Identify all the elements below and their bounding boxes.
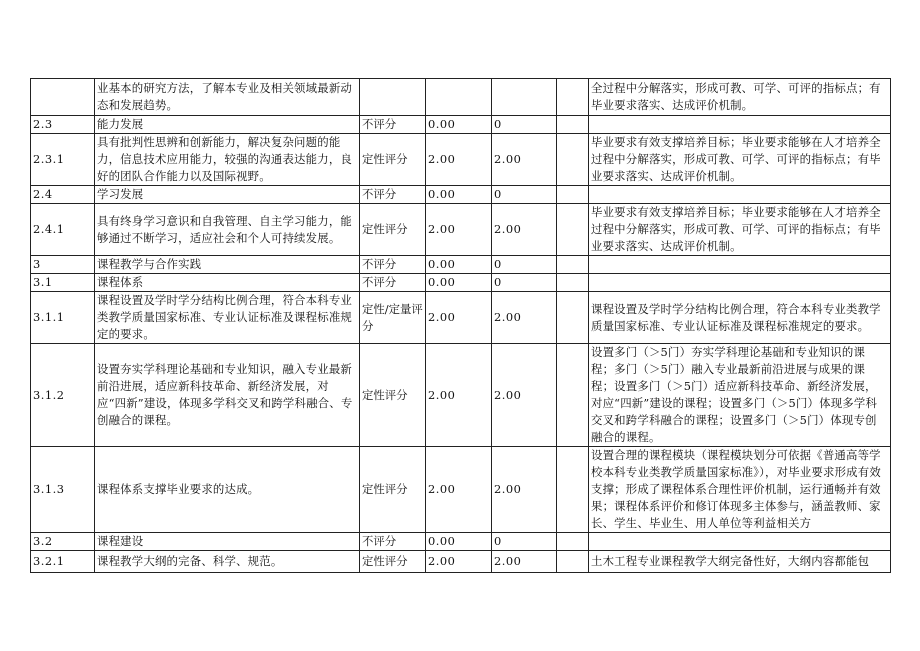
score-cell: 0	[492, 116, 557, 134]
indicator-content-cell: 课程教学与合作实践	[95, 256, 360, 274]
indicator-content-cell: 学习发展	[95, 186, 360, 204]
evidence-cell: 设置合理的课程模块（课程模块划分可依据《普通高等学校本科专业类教学质量国家标准》），对毕业要求形成有效支撑；形成了课程体系合理性评价机制，运行通畅并有效果；课程体系评价和修订体现多主体参与，涵盖教师、家长、学生、毕业生、用人单位等利益相关方	[589, 447, 891, 533]
indicator-code-cell: 3.1.2	[31, 344, 95, 447]
remark-cell	[557, 186, 589, 204]
remark-cell	[557, 447, 589, 533]
evidence-cell: 毕业要求有效支撑培养目标；毕业要求能够在人才培养全过程中分解落实，形成可教、可学、可评的指标点；有毕业要求落实、达成评价机制。	[589, 204, 891, 256]
evidence-cell	[589, 533, 891, 551]
scoring-method-cell	[360, 79, 426, 116]
remark-cell	[557, 533, 589, 551]
scoring-method-cell: 定性评分	[360, 134, 426, 186]
indicator-code-cell: 3.1.1	[31, 292, 95, 344]
weight-cell: 2.00	[426, 292, 492, 344]
weight-cell: 2.00	[426, 134, 492, 186]
indicator-code-cell: 2.4.1	[31, 204, 95, 256]
indicator-code-cell: 3.1.3	[31, 447, 95, 533]
scoring-method-cell: 不评分	[360, 274, 426, 292]
indicator-code-cell: 3.2	[31, 533, 95, 551]
weight-cell: 0.00	[426, 186, 492, 204]
indicator-content-cell: 设置夯实学科理论基础和专业知识，融入专业最新前沿进展，适应新科技革命、新经济发展，对应“四新”建设，体现多学科交叉和跨学科融合、专创融合的课程。	[95, 344, 360, 447]
table-row	[31, 204, 891, 256]
indicator-content-cell: 能力发展	[95, 116, 360, 134]
weight-cell: 0.00	[426, 256, 492, 274]
remark-cell	[557, 274, 589, 292]
score-cell: 0	[492, 533, 557, 551]
scoring-method-cell: 定性评分	[360, 344, 426, 447]
indicator-content-cell: 具有批判性思辨和创新能力，解决复杂问题的能力，信息技术应用能力，较强的沟通表达能力，良好的团队合作能力以及国际视野。	[95, 134, 360, 186]
indicator-content-cell: 业基本的研究方法，了解本专业及相关领域最新动态和发展趋势。	[95, 79, 360, 116]
remark-cell	[557, 344, 589, 447]
evidence-cell	[589, 116, 891, 134]
indicator-code-cell: 2.3	[31, 116, 95, 134]
table-body	[31, 79, 891, 573]
evidence-cell	[589, 256, 891, 274]
indicator-content-cell: 课程教学大纲的完备、科学、规范。	[95, 551, 360, 573]
scoring-method-cell: 定性评分	[360, 204, 426, 256]
weight-cell: 0.00	[426, 274, 492, 292]
score-cell: 2.00	[492, 344, 557, 447]
indicator-content-cell: 课程体系	[95, 274, 360, 292]
indicator-content-cell: 具有终身学习意识和自我管理、自主学习能力，能够通过不断学习，适应社会和个人可持续发展。	[95, 204, 360, 256]
remark-cell	[557, 551, 589, 573]
score-cell: 2.00	[492, 292, 557, 344]
scoring-method-cell: 不评分	[360, 533, 426, 551]
evidence-cell: 全过程中分解落实，形成可教、可学、可评的指标点；有毕业要求落实、达成评价机制。	[589, 79, 891, 116]
indicator-code-cell: 2.4	[31, 186, 95, 204]
weight-cell: 2.00	[426, 447, 492, 533]
evidence-cell: 毕业要求有效支撑培养目标；毕业要求能够在人才培养全过程中分解落实，形成可教、可学、可评的指标点；有毕业要求落实、达成评价机制。	[589, 134, 891, 186]
indicator-code-cell: 3.1	[31, 274, 95, 292]
score-cell: 2.00	[492, 204, 557, 256]
evidence-cell	[589, 274, 891, 292]
score-cell: 0	[492, 256, 557, 274]
indicator-code-cell: 2.3.1	[31, 134, 95, 186]
score-cell: 2.00	[492, 447, 557, 533]
scoring-method-cell: 不评分	[360, 186, 426, 204]
indicator-code-cell: 3	[31, 256, 95, 274]
score-cell: 0	[492, 274, 557, 292]
table-row	[31, 292, 891, 344]
score-cell: 0	[492, 186, 557, 204]
remark-cell	[557, 79, 589, 116]
weight-cell	[426, 79, 492, 116]
score-cell: 2.00	[492, 551, 557, 573]
table-row	[31, 344, 891, 447]
evaluation-table	[30, 78, 891, 573]
weight-cell: 2.00	[426, 204, 492, 256]
table-row	[31, 79, 891, 116]
remark-cell	[557, 116, 589, 134]
score-cell	[492, 79, 557, 116]
remark-cell	[557, 134, 589, 186]
indicator-content-cell: 课程建设	[95, 533, 360, 551]
scoring-method-cell: 不评分	[360, 116, 426, 134]
evidence-cell: 设置多门（＞5门）夯实学科理论基础和专业知识的课程；多门（＞5门）融入专业最新前沿进展与成果的课程；设置多门（＞5门）适应新科技革命、新经济发展，对应“四新”建设的课程；设置多门（＞5门）体现多学科交叉和跨学科融合的课程；设置多门（＞5门）体现专创融合的课程。	[589, 344, 891, 447]
evidence-cell	[589, 186, 891, 204]
table-row	[31, 256, 891, 274]
evidence-cell: 课程设置及学时学分结构比例合理，符合本科专业类教学质量国家标准、专业认证标准及课程标准规定的要求。	[589, 292, 891, 344]
score-cell: 2.00	[492, 134, 557, 186]
table-row	[31, 186, 891, 204]
remark-cell	[557, 292, 589, 344]
indicator-code-cell: 3.2.1	[31, 551, 95, 573]
indicator-content-cell: 课程体系支撑毕业要求的达成。	[95, 447, 360, 533]
indicator-content-cell: 课程设置及学时学分结构比例合理，符合本科专业类教学质量国家标准、专业认证标准及课程标准规定的要求。	[95, 292, 360, 344]
weight-cell: 0.00	[426, 533, 492, 551]
scoring-method-cell: 不评分	[360, 256, 426, 274]
scoring-method-cell: 定性评分	[360, 551, 426, 573]
scoring-method-cell: 定性/定量评分	[360, 292, 426, 344]
weight-cell: 2.00	[426, 344, 492, 447]
table-row	[31, 134, 891, 186]
table-row	[31, 551, 891, 573]
table-row	[31, 533, 891, 551]
weight-cell: 2.00	[426, 551, 492, 573]
table-row	[31, 116, 891, 134]
evidence-cell: 土木工程专业课程教学大纲完备性好，大纲内容都能包	[589, 551, 891, 573]
remark-cell	[557, 256, 589, 274]
indicator-code-cell	[31, 79, 95, 116]
remark-cell	[557, 204, 589, 256]
table-row	[31, 274, 891, 292]
weight-cell: 0.00	[426, 116, 492, 134]
table-row	[31, 447, 891, 533]
scoring-method-cell: 定性评分	[360, 447, 426, 533]
